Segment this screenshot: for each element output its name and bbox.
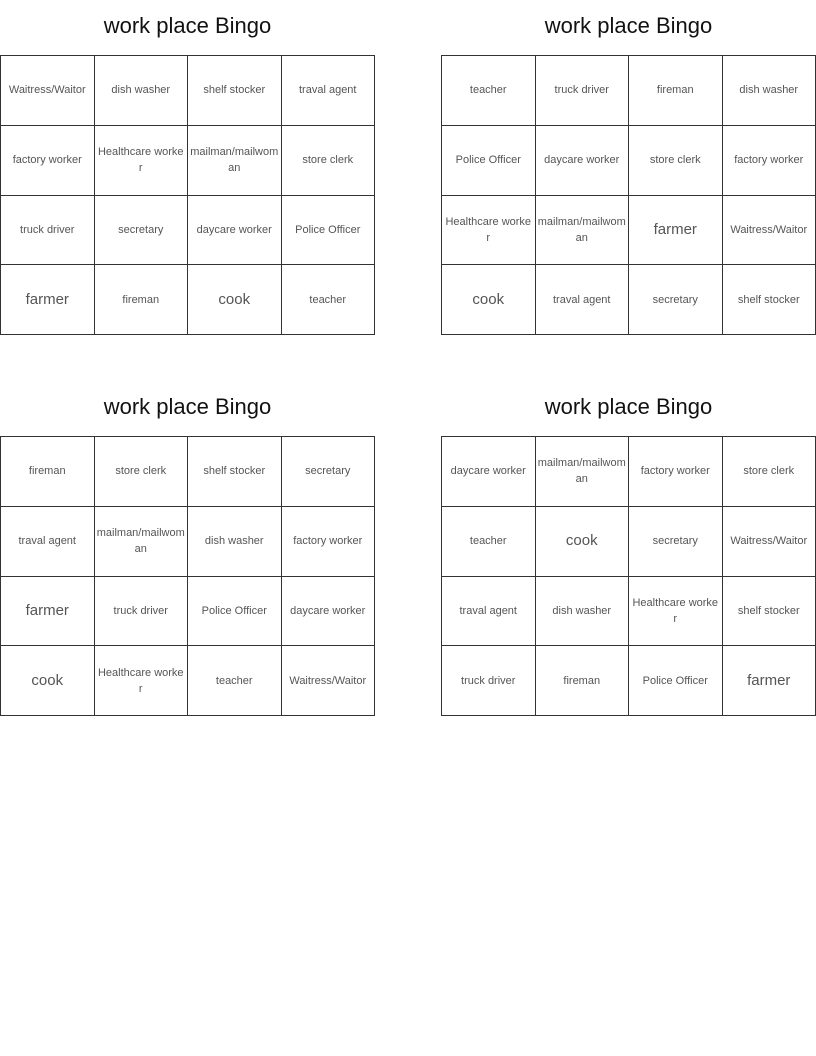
cell-label: Waitress/Waitor bbox=[730, 223, 808, 236]
bingo-cell bbox=[629, 56, 723, 126]
cell-label: mailman/mailwoman bbox=[190, 146, 279, 175]
bingo-cell bbox=[723, 126, 816, 196]
cell-label: truck driver bbox=[113, 604, 168, 617]
card-title: work place Bingo bbox=[103, 394, 272, 419]
cell-label: fireman bbox=[122, 293, 160, 306]
cell-label: cook bbox=[31, 671, 64, 689]
cell-label: cook bbox=[565, 532, 598, 550]
cell-label: farmer bbox=[25, 290, 69, 308]
bingo-cell bbox=[723, 196, 816, 266]
bingo-cell bbox=[95, 507, 189, 577]
cell-label: factory worker bbox=[12, 154, 82, 167]
cell-label: traval agent bbox=[553, 293, 611, 306]
cell-label: Waitress/Waitor bbox=[730, 535, 808, 548]
cell-label: teacher bbox=[215, 674, 253, 687]
bingo-cell bbox=[442, 196, 536, 266]
bingo-cell bbox=[188, 646, 282, 716]
bingo-cell bbox=[629, 577, 723, 647]
cell-label: farmer bbox=[653, 220, 697, 238]
cell-label: Police Officer bbox=[455, 154, 521, 167]
cell-label: dish washer bbox=[204, 535, 264, 548]
bingo-card-1 bbox=[0, 0, 375, 340]
bingo-grid bbox=[441, 55, 816, 335]
cell-label: Waitress/Waitor bbox=[289, 674, 367, 687]
bingo-cell bbox=[95, 265, 189, 335]
cell-label: store clerk bbox=[743, 465, 795, 478]
cell-label: daycare worker bbox=[450, 465, 526, 478]
cell-label: teacher bbox=[469, 535, 507, 548]
bingo-cell bbox=[188, 56, 282, 126]
cell-label: dish washer bbox=[552, 604, 612, 617]
bingo-cell bbox=[1, 646, 95, 716]
cell-label: truck driver bbox=[554, 84, 609, 97]
card-title: work place Bingo bbox=[544, 13, 713, 38]
bingo-cell bbox=[629, 126, 723, 196]
cell-label: factory worker bbox=[293, 535, 363, 548]
cell-label: mailman/mailwoman bbox=[537, 215, 626, 244]
cell-label: factory worker bbox=[640, 465, 710, 478]
cell-label: truck driver bbox=[20, 223, 75, 236]
cell-label: daycare worker bbox=[544, 154, 620, 167]
cell-label: fireman bbox=[28, 465, 66, 478]
bingo-cell bbox=[1, 577, 95, 647]
bingo-cell bbox=[442, 437, 536, 507]
bingo-cell bbox=[723, 577, 816, 647]
bingo-cell bbox=[188, 196, 282, 266]
cell-label: traval agent bbox=[459, 604, 517, 617]
bingo-cell bbox=[282, 126, 376, 196]
bingo-cell bbox=[1, 196, 95, 266]
cell-label: daycare worker bbox=[290, 604, 366, 617]
cell-label: Police Officer bbox=[201, 604, 267, 617]
cell-label: teacher bbox=[469, 84, 507, 97]
bingo-cell bbox=[95, 56, 189, 126]
bingo-cell bbox=[629, 196, 723, 266]
bingo-cell bbox=[723, 437, 816, 507]
cell-label: farmer bbox=[747, 671, 791, 689]
bingo-cell bbox=[188, 126, 282, 196]
cell-label: traval agent bbox=[18, 535, 76, 548]
cell-label: Healthcare worker bbox=[632, 596, 719, 625]
bingo-cell bbox=[95, 196, 189, 266]
bingo-cell bbox=[188, 577, 282, 647]
bingo-cell bbox=[188, 437, 282, 507]
bingo-card-3 bbox=[0, 381, 375, 721]
bingo-cell bbox=[1, 437, 95, 507]
bingo-card-4 bbox=[441, 381, 816, 721]
cell-label: store clerk bbox=[649, 154, 701, 167]
cell-label: factory worker bbox=[734, 154, 804, 167]
cell-label: secretary bbox=[652, 293, 698, 306]
bingo-cell bbox=[188, 265, 282, 335]
cell-label: cook bbox=[218, 290, 251, 308]
cell-label: Healthcare worker bbox=[97, 146, 184, 175]
cell-label: shelf stocker bbox=[737, 604, 800, 617]
bingo-grid bbox=[441, 436, 816, 716]
card-title: work place Bingo bbox=[544, 394, 713, 419]
bingo-cell bbox=[282, 577, 376, 647]
bingo-cell bbox=[629, 265, 723, 335]
cell-label: shelf stocker bbox=[203, 84, 266, 97]
cell-label: shelf stocker bbox=[737, 293, 800, 306]
bingo-cell bbox=[282, 265, 376, 335]
bingo-grid bbox=[0, 55, 375, 335]
cell-label: secretary bbox=[118, 223, 164, 236]
cell-label: traval agent bbox=[299, 84, 357, 97]
bingo-cell bbox=[442, 56, 536, 126]
cell-label: truck driver bbox=[461, 674, 516, 687]
bingo-cell bbox=[442, 265, 536, 335]
cell-label: mailman/mailwoman bbox=[96, 527, 185, 556]
bingo-cell bbox=[536, 126, 630, 196]
cell-label: farmer bbox=[25, 601, 69, 619]
bingo-cell bbox=[536, 507, 630, 577]
cell-label: Healthcare worker bbox=[445, 215, 532, 244]
cell-label: Waitress/Waitor bbox=[8, 84, 86, 97]
cell-label: dish washer bbox=[739, 84, 799, 97]
cell-label: shelf stocker bbox=[203, 465, 266, 478]
bingo-card-2 bbox=[441, 0, 816, 340]
cell-label: mailman/mailwoman bbox=[537, 457, 626, 486]
bingo-cell bbox=[629, 646, 723, 716]
cell-label: Police Officer bbox=[295, 223, 361, 236]
bingo-cell bbox=[95, 126, 189, 196]
cell-label: secretary bbox=[305, 465, 351, 478]
bingo-cell bbox=[536, 577, 630, 647]
bingo-cell bbox=[282, 646, 376, 716]
bingo-cell bbox=[1, 56, 95, 126]
cell-label: Healthcare worker bbox=[97, 666, 184, 695]
cell-label: daycare worker bbox=[196, 223, 272, 236]
bingo-cell bbox=[282, 437, 376, 507]
card-title: work place Bingo bbox=[103, 13, 272, 38]
bingo-cell bbox=[629, 507, 723, 577]
bingo-cell bbox=[723, 56, 816, 126]
bingo-cell bbox=[1, 126, 95, 196]
bingo-cell bbox=[536, 196, 630, 266]
cell-label: cook bbox=[472, 290, 505, 308]
bingo-cell bbox=[536, 56, 630, 126]
cell-label: Police Officer bbox=[642, 674, 708, 687]
bingo-cell bbox=[188, 507, 282, 577]
bingo-cell bbox=[536, 646, 630, 716]
bingo-cell bbox=[723, 646, 816, 716]
bingo-cell bbox=[282, 196, 376, 266]
bingo-cell bbox=[1, 507, 95, 577]
cell-label: fireman bbox=[656, 84, 694, 97]
cell-label: store clerk bbox=[302, 154, 354, 167]
bingo-cell bbox=[95, 577, 189, 647]
bingo-cell bbox=[723, 507, 816, 577]
bingo-cell bbox=[442, 126, 536, 196]
bingo-cell bbox=[442, 507, 536, 577]
bingo-cell bbox=[282, 56, 376, 126]
bingo-cell bbox=[442, 577, 536, 647]
cell-label: dish washer bbox=[111, 84, 171, 97]
cell-label: fireman bbox=[563, 674, 601, 687]
bingo-cell bbox=[536, 265, 630, 335]
bingo-cell bbox=[442, 646, 536, 716]
bingo-grid bbox=[0, 436, 375, 716]
bingo-cell bbox=[723, 265, 816, 335]
bingo-cell bbox=[95, 646, 189, 716]
cell-label: teacher bbox=[309, 293, 347, 306]
cell-label: store clerk bbox=[115, 465, 167, 478]
bingo-cell bbox=[1, 265, 95, 335]
bingo-cell bbox=[95, 437, 189, 507]
bingo-cell bbox=[282, 507, 376, 577]
bingo-cell bbox=[629, 437, 723, 507]
bingo-cell bbox=[536, 437, 630, 507]
cell-label: secretary bbox=[652, 535, 698, 548]
